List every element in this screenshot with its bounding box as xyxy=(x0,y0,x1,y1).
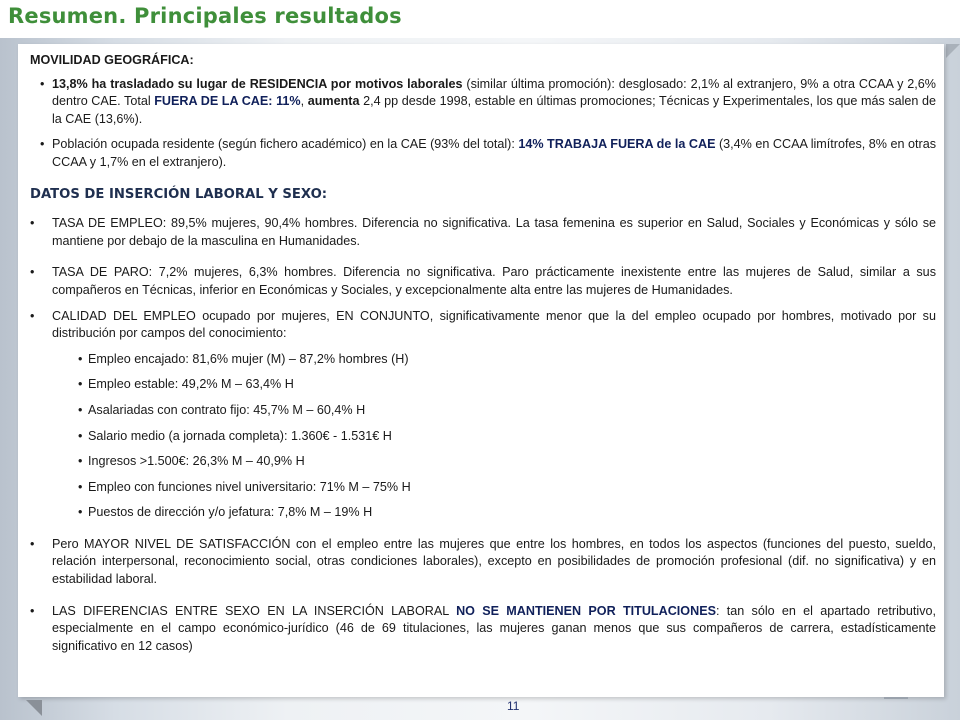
poblacion-tail: (3,4% en CCAA limítrofes, 8% en otras CCAA y 1,7% en el extranjero). xyxy=(52,137,936,169)
movilidad-residencia-text: (similar última promoción): desglosado: 2,1% al extranjero, 9% a otra CCAA y 2,6% dentro CAE. Total xyxy=(52,76,937,109)
movilidad-sep: , xyxy=(300,94,308,109)
corner-decoration xyxy=(946,44,960,58)
aumenta-highlight: aumenta xyxy=(307,94,360,109)
calidad-sub-item: • Empleo estable: 49,2% M – 63,4% H xyxy=(52,376,936,394)
movilidad-item-residencia xyxy=(30,76,936,129)
corner-decoration xyxy=(884,697,908,699)
diferencias-item xyxy=(30,603,936,656)
content-panel xyxy=(18,44,944,697)
movilidad-heading: MOVILIDAD GEOGRÁFICA: xyxy=(30,53,194,67)
diferencias-tail: : tan sólo en el apartado retributivo, especialmente en el campo económico-jurídico (46 de 69 titulaciones, las mujeres ganan menos que sus compañeros de carrera, estadísticamente significativo en 12 casos) xyxy=(52,603,937,653)
calidad-sub-item: • Ingresos >1.500€: 26,3% M – 40,9% H xyxy=(52,453,936,471)
movilidad-item-poblacion xyxy=(30,136,936,171)
fuera-cae-highlight: FUERA DE LA CAE: 11% xyxy=(154,94,301,109)
calidad-empleo-text: CALIDAD DEL EMPLEO ocupado por mujeres, EN CONJUNTO, significativamente menor que la del empleo ocupado por hombres, motivado por su distribución por campos del conocimiento: xyxy=(52,308,936,341)
tasa-paro-item: • TASA DE PARO: 7,2% mujeres, 6,3% hombres. Diferencia no significativa. Paro prácticamente inexistente entre las mujeres de Salud, similar a sus compañeros en Técnicas, inferior en Económicas y Sociales, y excepcionalmente alta entre las mujeres de Humanidades. xyxy=(30,264,936,299)
tasa-empleo-item: • TASA DE EMPLEO: 89,5% mujeres, 90,4% hombres. Diferencia no significativa. La tasa femenina es superior en Salud, Sociales y Económicas y sólo se mantiene por debajo de la masculina en Humanidades. xyxy=(30,215,936,250)
calidad-sublist xyxy=(52,351,936,522)
insercion-list xyxy=(30,215,936,655)
calidad-sub-item: • Salario medio (a jornada completa): 1.360€ - 1.531€ H xyxy=(52,428,936,446)
calidad-sub-item: • Empleo con funciones nivel universitario: 71% M – 75% H xyxy=(52,479,936,497)
no-se-mantienen-highlight: NO SE MANTIENEN POR TITULACIONES xyxy=(456,603,717,618)
satisfaccion-item: • Pero MAYOR NIVEL DE SATISFACCIÓN con el empleo entre las mujeres que entre los hombres, en todos los aspectos (funciones del puesto, sueldo, relación interpersonal, reconocimiento social, otras condiciones laborales), excepto en posibilidades de promoción profesional (dif. no significativa) y en estabilidad laboral. xyxy=(30,536,936,589)
corner-decoration xyxy=(26,700,42,716)
movilidad-residencia-highlight: 13,8% ha trasladado su lugar de RESIDENCIA por motivos laborales xyxy=(52,76,463,91)
poblacion-text: Población ocupada residente (según fichero académico) en la CAE (93% del total): xyxy=(52,137,519,152)
movilidad-list xyxy=(30,76,936,172)
movilidad-residencia-tail: 2,4 pp desde 1998, estable en últimas promociones; Técnicas y Experimentales, los que más salen de la CAE (13,6%). xyxy=(52,94,937,126)
diferencias-text: LAS DIFERENCIAS ENTRE SEXO EN LA INSERCIÓN LABORAL xyxy=(52,603,457,618)
calidad-sub-item: • Asalariadas con contrato fijo: 45,7% M – 60,4% H xyxy=(52,402,936,420)
insercion-heading: DATOS DE INSERCIÓN LABORAL Y SEXO: xyxy=(30,186,328,202)
trabaja-fuera-highlight: 14% TRABAJA FUERA de la CAE xyxy=(518,137,716,152)
calidad-sub-item: • Empleo encajado: 81,6% mujer (M) – 87,2% hombres (H) xyxy=(52,351,936,369)
page-title: Resumen. Principales resultados xyxy=(8,4,402,28)
calidad-empleo-item xyxy=(30,308,936,522)
calidad-sub-item: • Puestos de dirección y/o jefatura: 7,8% M – 19% H xyxy=(52,504,936,522)
page-number: 11 xyxy=(507,699,520,713)
content-body xyxy=(30,52,936,669)
